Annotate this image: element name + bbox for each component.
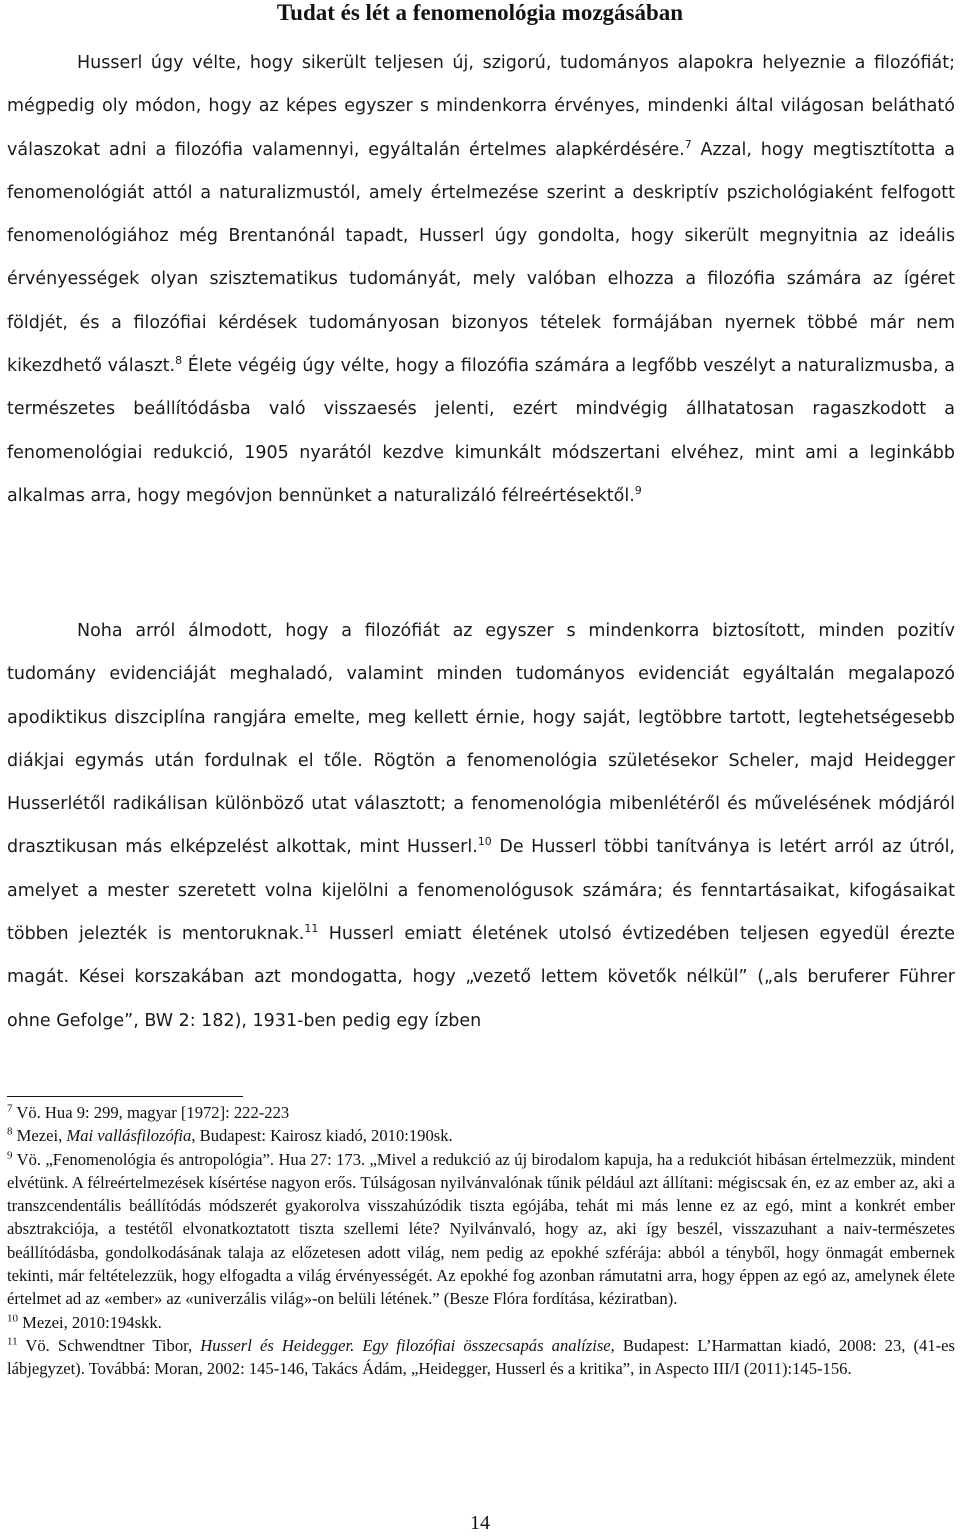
footnote-9 — [7, 1148, 955, 1311]
paragraph-text: De Husserl többi tanítványa is letért arról az útról, amelyet a mester szeretett volna kijelölni a fenomenológusok számára; és fenntartásaikat, kifogásaikat többen jelezték is mentoruknak. — [7, 837, 955, 945]
footnote-number: 10 — [7, 1312, 18, 1325]
page-title: Tudat és lét a fenomenológia mozgásában — [276, 0, 684, 25]
footnote-ref-8: 8 — [175, 354, 183, 368]
footnote-separator — [7, 1096, 243, 1097]
page-number: 14 — [470, 1512, 490, 1534]
footnote-text: , Budapest: Kairosz kiadó, 2010:190sk. — [191, 1126, 453, 1146]
body-paragraph-1 — [7, 42, 955, 518]
footnote-8 — [7, 1124, 955, 1147]
footnote-text: Vö. Hua 9: 299, magyar [1972]: 222-223 — [12, 1103, 290, 1122]
footnote-ref-11: 11 — [304, 922, 319, 936]
footnote-number: 9 — [7, 1149, 13, 1162]
paragraph-text: Husserl emiatt életének utolsó évtizedében teljesen egyedül érezte magát. Kései korszakában azt mondogatta, hogy „vezető lettem követők nélkül” („als beruferer Führer ohne Gefolge”, BW 2: 182), 1931-ben pedig egy ízben — [7, 924, 955, 1031]
footnotes — [7, 1101, 955, 1381]
paragraph-text: Husserl úgy vélte, hogy sikerült teljesen új, szigorú, tudományos alapokra helyeznie a filozófiát; mégpedig oly módon, hogy az képes egyszer s mindenkorra érvényes, mindenki által világosan belátható válaszokat adni a filozófia valamennyi, egyáltalán értelmes alapkérdésére. — [7, 53, 955, 160]
paragraph-text: Noha arról álmodott, hogy a filozófiát az egyszer s mindenkorra biztosított, minden pozitív tudomány evidenciáját meghaladó, valamint minden tudományos evidenciát egyáltalán megalapozó apodiktikus diszciplína rangjára emelte, meg kellett érnie, hogy saját, legtöbbre tartott, legtehetségesebb diákjai egymás után fordulnak el tőle. Rögtön a fenomenológia születésekor Scheler, majd Heidegger Husserlétől radikálisan különböző utat választott; a fenomenológia mibenlétéről és művelésének módjáról drasztikusan más elképzelést alkottak, mint Husserl. — [7, 621, 955, 858]
footnote-text: Vö. „Fenomenológia és antropológia”. Hua 27: 173. „Mivel a redukció az új birodalom kapuja, ha a redukciót hibásan értelmezzük, mindent elvétünk. A félreértelmezések kísértése nagyon erős. Túlságosan nyilvánvalónak tűnik például azt állítani: mégiscsak én, ez az ember az, aki a transzcendentális beállítódás módszerét gyakorolva visszahúzódik tiszta egójába, tehát mi más lenne ez az egó, mint a konkrét ember absztrakciója, a testétől elvonatkoztatott tiszta szellemi léte? Nyilvánvaló, hogy az, aki így beszél, visszazuhant a naiv-természetes beállítódásba, gondolkodásának talaja az előzetesen adott világ, nem pedig az epokhé szférája: abból a tényből, hogy önmagát embernek tekinti, már feltételezzük, hogy elfogadta a világ érvényességét. Az epokhé fog azonban rámutatni arra, hogy éppen az egó az, amelynek élete értelmet ad az «ember» az «univerzális világ»-on belüli létének.” (Besze Flóra fordítása, kéziratban). — [7, 1149, 955, 1309]
footnote-11 — [7, 1334, 955, 1381]
footnote-7 — [7, 1101, 955, 1124]
footnote-text: Vö. Schwendtner Tibor, — [17, 1335, 201, 1355]
footnote-ref-7: 7 — [684, 137, 692, 151]
paragraph-text: Azzal, hogy megtisztította a fenomenológiát attól a naturalizmustól, amely értelmezése szerint a deskriptív pszichológiaként felfogott fenomenológiához még Brentanónál tapadt, Husserl úgy gondolta, hogy sikerült megnyitnia az ideális érvényességek olyan szisztematikus tudományát, mely valóban elhozza a filozófia számára az ígéret földjét, és a filozófiai kérdések tudományosan bizonyos tételek formájában nyernek többé már nem kikezdhető választ. — [7, 139, 956, 377]
footnote-title: Mai vallásfilozófia — [66, 1126, 192, 1146]
footnote-text: Mezei, 2010:194skk. — [18, 1312, 162, 1332]
footnote-10 — [7, 1311, 955, 1334]
footnote-text: , Budapest: L’Harmattan kiadó, 2008: 23, (41-es lábjegyzet). Továbbá: Moran, 2002: 145-146, Takács Ádám, „Heidegger, Husserl és a kritika”, in Aspecto III/I (2011):145-156. — [7, 1335, 955, 1379]
footnote-text: Mezei, — [12, 1126, 67, 1146]
footnote-ref-9: 9 — [634, 484, 642, 498]
footnote-title: Husserl és Heidegger. Egy filozófiai összecsapás analízise — [200, 1335, 611, 1355]
footnote-number: 7 — [7, 1102, 13, 1115]
footnote-ref-10: 10 — [477, 835, 492, 849]
footnote-number: 11 — [7, 1335, 18, 1348]
footnote-number: 8 — [7, 1125, 13, 1138]
paragraph-text: Élete végéig úgy vélte, hogy a filozófia számára a legfőbb veszélyt a naturalizmusba, a természetes beállítódásba való visszaesés jelenti, ezért mindvégig állhatatosan ragaszkodott a fenomenológiai redukció, 1905 nyarától kezdve kimunkált módszertani elvéhez, mint ami a leginkább alkalmas arra, hogy megóvjon bennünket a naturalizáló félreértésektől. — [7, 356, 956, 506]
body-paragraph-2 — [7, 610, 955, 1043]
